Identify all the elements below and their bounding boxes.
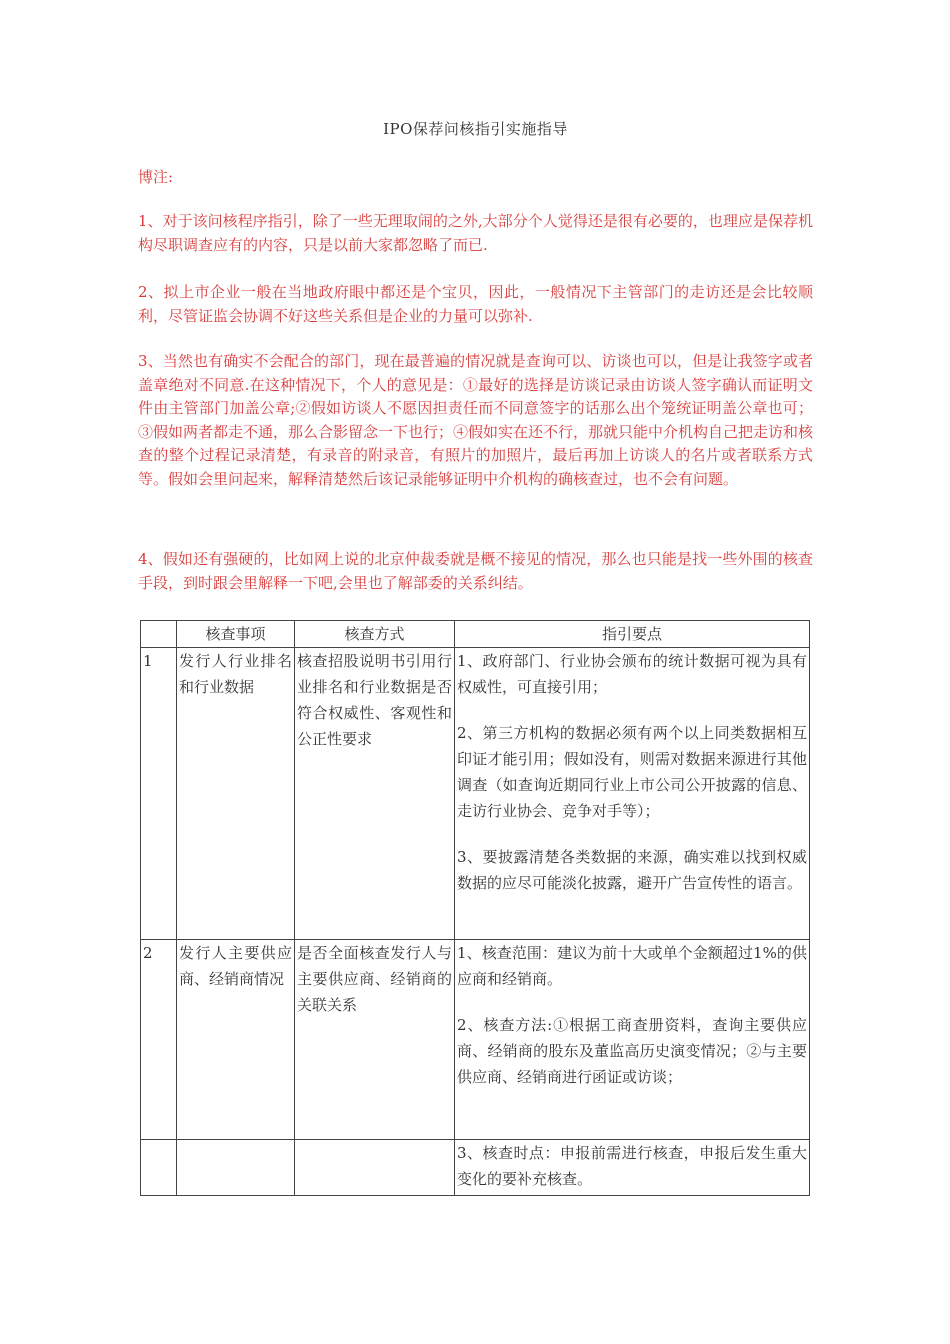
table-row (141, 940, 810, 1140)
row-point: 2、核查方法:①根据工商查册资料，查询主要供应商、经销商的股东及董监高历史演变情况；②与主要供应商、经销商进行函证或访谈； (457, 1016, 807, 1086)
header-method: 核查方式 (295, 621, 455, 648)
row-point: 1、政府部门、行业协会颁布的统计数据可视为具有权威性，可直接引用； (457, 652, 807, 696)
table-header-row (141, 621, 810, 648)
row-point: 2、第三方机构的数据必须有两个以上同类数据相互印证才能引用；假如没有，则需对数据来源进行其他调查（如查询近期同行业上市公司公开披露的信息、走访行业协会、竞争对手等）； (457, 724, 807, 820)
row-item: 发行人行业排名和行业数据 (179, 652, 292, 696)
document-title: IPO保荐问核指引实施指导 (383, 120, 568, 138)
row-point: 3、核查时点：申报前需进行核查，申报后发生重大变化的要补充核查。 (457, 1144, 807, 1188)
row-point: 3、要披露清楚各类数据的来源，确实难以找到权威数据的应尽可能淡化披露，避开广告宣传性的语言。 (457, 848, 807, 892)
table-row (141, 1140, 810, 1196)
header-points: 指引要点 (455, 621, 810, 648)
note-paragraph-3: 3、当然也有确实不会配合的部门，现在最普遍的情况就是查询可以、访谈也可以，但是让我签字或者盖章绝对不同意.在这种情况下，个人的意见是：①最好的选择是访谈记录由访谈人签字确认而证明文件由主管部门加盖公章;②假如访谈人不愿因担责任而不同意签字的话那么出个笼统证明盖公章也可；③假如两者都走不通，那么合影留念一下也行；④假如实在还不行，那就只能中介机构自己把走访和核查的整个过程记录清楚，有录音的附录音，有照片的加照片，最后再加上访谈人的名片或者联系方式等。假如会里问起来，解释清楚然后该记录能够证明中介机构的确核查过，也不会有问题。 (138, 352, 814, 488)
header-no (141, 621, 177, 648)
header-item: 核查事项 (177, 621, 295, 648)
row-point: 1、核查范围：建议为前十大或单个金额超过1%的供应商和经销商。 (457, 944, 807, 988)
note-paragraph-1: 1、对于该问核程序指引，除了一些无理取闹的之外,大部分个人觉得还是很有必要的，也理应是保荐机构尽职调查应有的内容，只是以前大家都忽略了而已. (138, 212, 813, 254)
note-paragraph-4: 4、假如还有强硬的，比如网上说的北京仲裁委就是概不接见的情况，那么也只能是找一些外围的核查手段，到时跟会里解释一下吧,会里也了解部委的关系纠结。 (138, 550, 813, 592)
row-method: 核查招股说明书引用行业排名和行业数据是否符合权威性、客观性和公正性要求 (297, 652, 452, 748)
row-item: 发行人主要供应商、经销商情况 (179, 944, 292, 988)
table-row (141, 648, 810, 940)
row-number: 1 (141, 648, 177, 940)
note-paragraph-2: 2、拟上市企业一般在当地政府眼中都还是个宝贝，因此，一般情况下主管部门的走访还是会比较顺利，尽管证监会协调不好这些关系但是企业的力量可以弥补. (138, 283, 813, 325)
row-number: 2 (141, 940, 177, 1140)
verification-table (140, 620, 810, 1196)
row-method: 是否全面核查发行人与主要供应商、经销商的关联关系 (297, 944, 452, 1014)
note-label: 博注: (138, 168, 174, 186)
row-number (141, 1140, 177, 1196)
